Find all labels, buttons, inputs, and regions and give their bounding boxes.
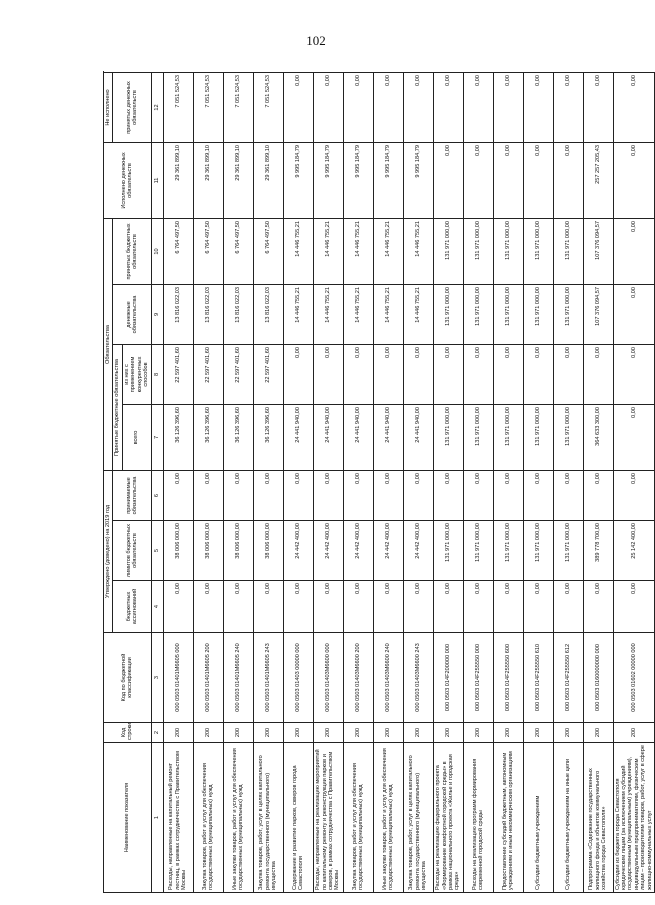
row-budget-code: 000 0503 01403M6600 243 — [403, 633, 433, 723]
row-accepted-competitive: 0,00 — [553, 344, 583, 404]
col-index: 6 — [151, 470, 163, 520]
header-approved: Утверждено (доведено) на 2019 год — [104, 470, 113, 632]
row-name: Содержание и развитие парков, скверов города Севастополя — [283, 743, 313, 893]
row-executed: 6 764 497,50 — [223, 218, 253, 284]
header-name: Наименование показателя — [104, 743, 152, 893]
row-name: Расходы на реализацию программ формирования современной городской среды — [463, 743, 493, 893]
row-ne-monetary: 0,00 — [313, 72, 343, 142]
row-accepted-total: 36 126 396,60 — [163, 404, 193, 470]
row-accepted-total: 131 971 000,00 — [433, 404, 463, 470]
row-monetary-obligations: 131 971 000,00 — [463, 284, 493, 344]
row-monetary-obligations: 131 971 000,00 — [523, 284, 553, 344]
col-index: 8 — [151, 344, 163, 404]
row-name: Закупка товаров, работ, услуг в целях капитального ремонта государственного (муниципального) имущества — [403, 743, 433, 893]
row-budget-allocations: 0,00 — [493, 581, 523, 633]
row-budget-code: 000 0503 01401M6605 000 — [163, 633, 193, 723]
row-ne-budget: 29 361 899,10 — [163, 142, 193, 218]
row-ne-monetary: 7 051 524,53 — [253, 72, 283, 142]
row-line-code: 200 — [583, 723, 613, 743]
row-line-code: 200 — [463, 723, 493, 743]
row-ne-budget: 29 361 899,10 — [223, 142, 253, 218]
table-row — [613, 72, 655, 892]
row-executed: 131 971 000,00 — [523, 218, 553, 284]
row-obligation-limits: 24 442 400,00 — [403, 521, 433, 581]
col-index: 4 — [151, 581, 163, 633]
header-ne-budget: принятых бюджетных обязательств — [113, 218, 151, 284]
header-ne-monetary: принятых денежных обязательств — [113, 72, 151, 142]
row-ne-monetary: 0,00 — [403, 72, 433, 142]
row-monetary-obligations: 14 446 755,21 — [343, 284, 373, 344]
row-line-code: 200 — [403, 723, 433, 743]
row-accepted-obligations: 0,00 — [193, 470, 223, 520]
row-line-code: 200 — [253, 723, 283, 743]
row-budget-code: 000 0503 01403M6600 240 — [373, 633, 403, 723]
row-accepted-total: 131 971 000,00 — [523, 404, 553, 470]
header-line-code: Код строки — [104, 723, 152, 743]
col-index: 9 — [151, 284, 163, 344]
row-ne-budget: 29 361 899,10 — [193, 142, 223, 218]
header-competitive: из них с применением конкурентных способов — [122, 344, 151, 404]
row-accepted-total: 24 441 940,00 — [403, 404, 433, 470]
row-ne-budget: 9 995 184,79 — [373, 142, 403, 218]
row-name: Закупка товаров, работ, услуг в целях капитального ремонта государственного (муниципального) имущества — [253, 743, 283, 893]
row-line-code: 200 — [193, 723, 223, 743]
row-accepted-obligations: 0,00 — [433, 470, 463, 520]
table-row — [403, 72, 433, 892]
row-line-code: 200 — [283, 723, 313, 743]
row-accepted-total: 36 126 396,60 — [253, 404, 283, 470]
row-budget-code: 000 0503 01602 00000 000 — [613, 633, 655, 723]
row-ne-budget: 29 361 899,10 — [253, 142, 283, 218]
row-obligation-limits: 131 971 000,00 — [553, 521, 583, 581]
row-accepted-competitive: 22 597 401,60 — [163, 344, 193, 404]
col-index: 3 — [151, 633, 163, 723]
row-accepted-competitive: 0,00 — [283, 344, 313, 404]
row-ne-monetary: 0,00 — [283, 72, 313, 142]
row-accepted-competitive: 0,00 — [493, 344, 523, 404]
row-budget-code: 000 0503 014F200000 000 — [433, 633, 463, 723]
table-row — [283, 72, 313, 892]
col-index: 12 — [151, 72, 163, 142]
row-line-code: 200 — [493, 723, 523, 743]
row-ne-budget: 9 995 184,79 — [343, 142, 373, 218]
row-budget-code: 000 0503 014F255550 610 — [523, 633, 553, 723]
row-budget-code: 000 0503 014F255550 612 — [553, 633, 583, 723]
col-index: 7 — [151, 404, 163, 470]
row-accepted-obligations: 0,00 — [403, 470, 433, 520]
row-monetary-obligations: 131 971 000,00 — [553, 284, 583, 344]
row-accepted-obligations: 0,00 — [613, 470, 655, 520]
row-line-code: 200 — [163, 723, 193, 743]
row-line-code: 200 — [373, 723, 403, 743]
row-budget-allocations: 0,00 — [313, 581, 343, 633]
row-obligation-limits: 38 006 000,00 — [163, 521, 193, 581]
row-name: Субсидии бюджетным учреждениям — [523, 743, 553, 893]
row-ne-monetary: 0,00 — [583, 72, 613, 142]
row-budget-allocations: 0,00 — [583, 581, 613, 633]
row-budget-allocations: 0,00 — [223, 581, 253, 633]
row-accepted-total: 0,00 — [613, 404, 655, 470]
row-budget-allocations: 0,00 — [343, 581, 373, 633]
row-monetary-obligations: 14 446 755,21 — [373, 284, 403, 344]
row-executed: 131 971 000,00 — [553, 218, 583, 284]
header-monetary-obligations: денежные обязательства — [113, 284, 151, 344]
row-name: Предоставление субсидий бюджетным, автономным учреждениям и иным некоммерческим организациям — [493, 743, 523, 893]
row-ne-monetary: 0,00 — [523, 72, 553, 142]
header-accepted-budget-obligations: Принятые бюджетные обязательства — [113, 344, 122, 470]
header-obligations: Обязательства — [104, 218, 113, 470]
row-accepted-total: 24 441 940,00 — [373, 404, 403, 470]
row-accepted-obligations: 0,00 — [493, 470, 523, 520]
row-accepted-obligations: 0,00 — [583, 470, 613, 520]
row-accepted-total: 24 441 940,00 — [283, 404, 313, 470]
row-ne-monetary: 0,00 — [433, 72, 463, 142]
row-accepted-obligations: 0,00 — [163, 470, 193, 520]
row-ne-budget: 0,00 — [523, 142, 553, 218]
col-index: 10 — [151, 218, 163, 284]
row-accepted-competitive: 0,00 — [373, 344, 403, 404]
row-ne-monetary: 0,00 — [373, 72, 403, 142]
table-row — [493, 72, 523, 892]
table-body — [163, 72, 655, 892]
row-budget-code: 000 0503 01401M6605 240 — [223, 633, 253, 723]
row-budget-code: 000 0503 01401M6605 243 — [253, 633, 283, 723]
row-name: Расходы, направленные на реализацию мероприятий по капитальному ремонту и реконструкции парков и скверов, в рамках сотрудничества с Правительством Москвы — [313, 743, 343, 893]
row-accepted-obligations: 0,00 — [253, 470, 283, 520]
row-executed: 14 446 755,21 — [313, 218, 343, 284]
row-accepted-competitive: 22 597 401,60 — [223, 344, 253, 404]
row-obligation-limits: 38 006 000,00 — [193, 521, 223, 581]
row-name: Расходы, направленные на капитальный ремонт лестниц, в рамках сотрудничества с Правительством Москвы — [163, 743, 193, 893]
row-line-code: 200 — [433, 723, 463, 743]
header-accepted-obligations: принимаемые обязательства — [113, 470, 151, 520]
header-obligation-limits: лимитов бюджетных обязательств — [113, 521, 151, 581]
row-accepted-competitive: 0,00 — [583, 344, 613, 404]
col-index: 2 — [151, 723, 163, 743]
row-accepted-competitive: 0,00 — [613, 344, 655, 404]
row-accepted-total: 24 441 940,00 — [343, 404, 373, 470]
table-row — [193, 72, 223, 892]
row-accepted-competitive: 0,00 — [313, 344, 343, 404]
row-budget-code: 000 0503 014F255550 600 — [493, 633, 523, 723]
row-line-code: 200 — [343, 723, 373, 743]
table-row — [523, 72, 553, 892]
row-ne-monetary: 0,00 — [553, 72, 583, 142]
col-index: 5 — [151, 521, 163, 581]
row-name: Подпрограмма «Содержание государственных жилищного фонда и объектов коммунального хозяйства города Севастополя» — [583, 743, 613, 893]
row-obligation-limits: 24 442 400,00 — [283, 521, 313, 581]
table-row — [463, 72, 493, 892]
table-row — [223, 72, 253, 892]
row-ne-budget: 9 995 184,79 — [283, 142, 313, 218]
row-monetary-obligations: 14 446 755,21 — [403, 284, 433, 344]
row-budget-allocations: 0,00 — [553, 581, 583, 633]
row-line-code: 200 — [223, 723, 253, 743]
rotated-table-wrapper — [103, 73, 653, 893]
row-accepted-competitive: 22 597 401,60 — [253, 344, 283, 404]
row-name: Расходы на реализацию федерального проекта «Формирование комфортной городской среды» в рамках национального проекта «Жилье и городская среда» — [433, 743, 463, 893]
row-monetary-obligations: 14 446 755,21 — [313, 284, 343, 344]
row-executed: 0,00 — [613, 218, 655, 284]
header-budget-code: Код по бюджетной классификации — [104, 633, 152, 723]
row-ne-monetary: 7 051 524,53 — [193, 72, 223, 142]
row-accepted-obligations: 0,00 — [343, 470, 373, 520]
row-accepted-obligations: 0,00 — [523, 470, 553, 520]
col-index: 11 — [151, 142, 163, 218]
table-row — [553, 72, 583, 892]
row-accepted-competitive: 0,00 — [433, 344, 463, 404]
row-accepted-obligations: 0,00 — [553, 470, 583, 520]
row-accepted-total: 131 971 000,00 — [493, 404, 523, 470]
row-ne-budget: 257 257 205,43 — [583, 142, 613, 218]
row-ne-budget: 0,00 — [433, 142, 463, 218]
row-accepted-competitive: 22 597 401,60 — [193, 344, 223, 404]
row-budget-code: 000 0503 01401M6605 200 — [193, 633, 223, 723]
row-line-code: 200 — [553, 723, 583, 743]
row-accepted-obligations: 0,00 — [223, 470, 253, 520]
row-accepted-total: 36 126 396,60 — [193, 404, 223, 470]
row-name: Субсидии бюджетным учреждениям на иные цели — [553, 743, 583, 893]
row-ne-monetary: 0,00 — [493, 72, 523, 142]
table-row — [163, 72, 193, 892]
row-executed: 131 971 000,00 — [433, 218, 463, 284]
row-budget-allocations: 0,00 — [373, 581, 403, 633]
row-budget-allocations: 0,00 — [463, 581, 493, 633]
row-executed: 131 971 000,00 — [493, 218, 523, 284]
row-ne-monetary: 7 051 524,53 — [163, 72, 193, 142]
table-row — [313, 72, 343, 892]
row-monetary-obligations: 0,00 — [613, 284, 655, 344]
table-row — [343, 72, 373, 892]
table-row — [373, 72, 403, 892]
row-budget-allocations: 0,00 — [163, 581, 193, 633]
row-ne-budget: 0,00 — [553, 142, 583, 218]
row-ne-budget: 0,00 — [493, 142, 523, 218]
row-line-code: 200 — [313, 723, 343, 743]
row-executed: 107 376 094,57 — [583, 218, 613, 284]
row-obligation-limits: 131 971 000,00 — [463, 521, 493, 581]
row-name: Закупка товаров, работ и услуг для обеспечения государственных (муниципальных) нужд — [193, 743, 223, 893]
row-executed: 131 971 000,00 — [463, 218, 493, 284]
row-budget-allocations: 0,00 — [523, 581, 553, 633]
row-ne-monetary: 0,00 — [613, 72, 655, 142]
row-obligation-limits: 38 006 000,00 — [253, 521, 283, 581]
row-name: Закупка товаров, работ и услуг для обеспечения государственных (муниципальных) нужд — [343, 743, 373, 893]
row-accepted-total: 131 971 000,00 — [553, 404, 583, 470]
header-total: всего — [122, 404, 151, 470]
budget-execution-table — [103, 72, 655, 893]
row-obligation-limits: 24 442 400,00 — [313, 521, 343, 581]
row-accepted-total: 364 633 300,00 — [583, 404, 613, 470]
table-row — [433, 72, 463, 892]
row-accepted-total: 131 971 000,00 — [463, 404, 493, 470]
row-budget-allocations: 0,00 — [613, 581, 655, 633]
row-executed: 6 764 497,50 — [163, 218, 193, 284]
header-budget-allocations: бюджетных ассигнований — [113, 581, 151, 633]
row-budget-code: 000 0503 01403M6600 200 — [343, 633, 373, 723]
row-budget-code: 000 0503 0160000000 000 — [583, 633, 613, 723]
row-budget-allocations: 0,00 — [253, 581, 283, 633]
col-index: 1 — [151, 743, 163, 893]
row-budget-allocations: 0,00 — [403, 581, 433, 633]
row-executed: 6 764 497,50 — [193, 218, 223, 284]
row-accepted-total: 36 126 396,60 — [223, 404, 253, 470]
row-monetary-obligations: 131 971 000,00 — [433, 284, 463, 344]
row-obligation-limits: 24 442 400,00 — [343, 521, 373, 581]
row-monetary-obligations: 13 816 022,03 — [163, 284, 193, 344]
row-line-code: 200 — [613, 723, 655, 743]
row-accepted-obligations: 0,00 — [463, 470, 493, 520]
row-ne-budget: 0,00 — [463, 142, 493, 218]
row-ne-budget: 9 995 184,79 — [313, 142, 343, 218]
row-ne-budget: 9 995 184,79 — [403, 142, 433, 218]
row-monetary-obligations: 107 376 094,57 — [583, 284, 613, 344]
row-accepted-competitive: 0,00 — [403, 344, 433, 404]
row-budget-allocations: 0,00 — [193, 581, 223, 633]
row-budget-code: 000 0503 014F255550 000 — [463, 633, 493, 723]
header-not-executed: Не исполнено — [104, 72, 113, 142]
row-ne-budget: 0,00 — [613, 142, 655, 218]
row-monetary-obligations: 13 816 022,03 — [253, 284, 283, 344]
row-ne-monetary: 0,00 — [463, 72, 493, 142]
row-ne-monetary: 7 051 524,53 — [223, 72, 253, 142]
row-budget-code: 000 0503 01403 00000 000 — [283, 633, 313, 723]
row-executed: 14 446 755,21 — [403, 218, 433, 284]
row-accepted-obligations: 0,00 — [313, 470, 343, 520]
row-line-code: 200 — [523, 723, 553, 743]
row-accepted-total: 24 441 940,00 — [313, 404, 343, 470]
row-budget-allocations: 0,00 — [283, 581, 313, 633]
row-obligation-limits: 389 778 700,00 — [583, 521, 613, 581]
row-monetary-obligations: 13 816 022,03 — [193, 284, 223, 344]
row-ne-monetary: 0,00 — [343, 72, 373, 142]
row-executed: 14 446 755,21 — [373, 218, 403, 284]
row-obligation-limits: 131 971 000,00 — [493, 521, 523, 581]
row-name: Субсидии из бюджета города Севастополя юридическим лицам (за исключением субсидий государственным (муниципальным) учреждениям), индивидуальным предпринимателям, физическим лицам – производителям товаров, работ, услуг в сфере жилищно-коммунальных услуг — [613, 743, 655, 893]
row-accepted-competitive: 0,00 — [463, 344, 493, 404]
row-executed: 14 446 755,21 — [343, 218, 373, 284]
row-accepted-competitive: 0,00 — [343, 344, 373, 404]
row-accepted-obligations: 0,00 — [373, 470, 403, 520]
row-name: Иные закупки товаров, работ и услуг для обеспечения государственных (муниципальных) нужд — [223, 743, 253, 893]
row-budget-code: 000 0503 01403M6600 000 — [313, 633, 343, 723]
row-accepted-obligations: 0,00 — [283, 470, 313, 520]
table-row — [583, 72, 613, 892]
row-monetary-obligations: 14 446 755,21 — [283, 284, 313, 344]
row-obligation-limits: 131 971 000,00 — [433, 521, 463, 581]
row-budget-allocations: 0,00 — [433, 581, 463, 633]
row-executed: 6 764 497,50 — [253, 218, 283, 284]
row-executed: 14 446 755,21 — [283, 218, 313, 284]
row-name: Иные закупки товаров, работ и услуг для обеспечения государственных (муниципальных) нужд — [373, 743, 403, 893]
row-obligation-limits: 24 442 400,00 — [373, 521, 403, 581]
row-monetary-obligations: 131 971 000,00 — [493, 284, 523, 344]
page-number: 102 — [306, 33, 326, 48]
row-obligation-limits: 25 142 400,00 — [613, 521, 655, 581]
table-row — [253, 72, 283, 892]
header-executed: Исполнено денежных обязательств — [104, 142, 152, 218]
row-monetary-obligations: 13 816 022,03 — [223, 284, 253, 344]
row-obligation-limits: 131 971 000,00 — [523, 521, 553, 581]
row-accepted-competitive: 0,00 — [523, 344, 553, 404]
row-obligation-limits: 38 006 000,00 — [223, 521, 253, 581]
